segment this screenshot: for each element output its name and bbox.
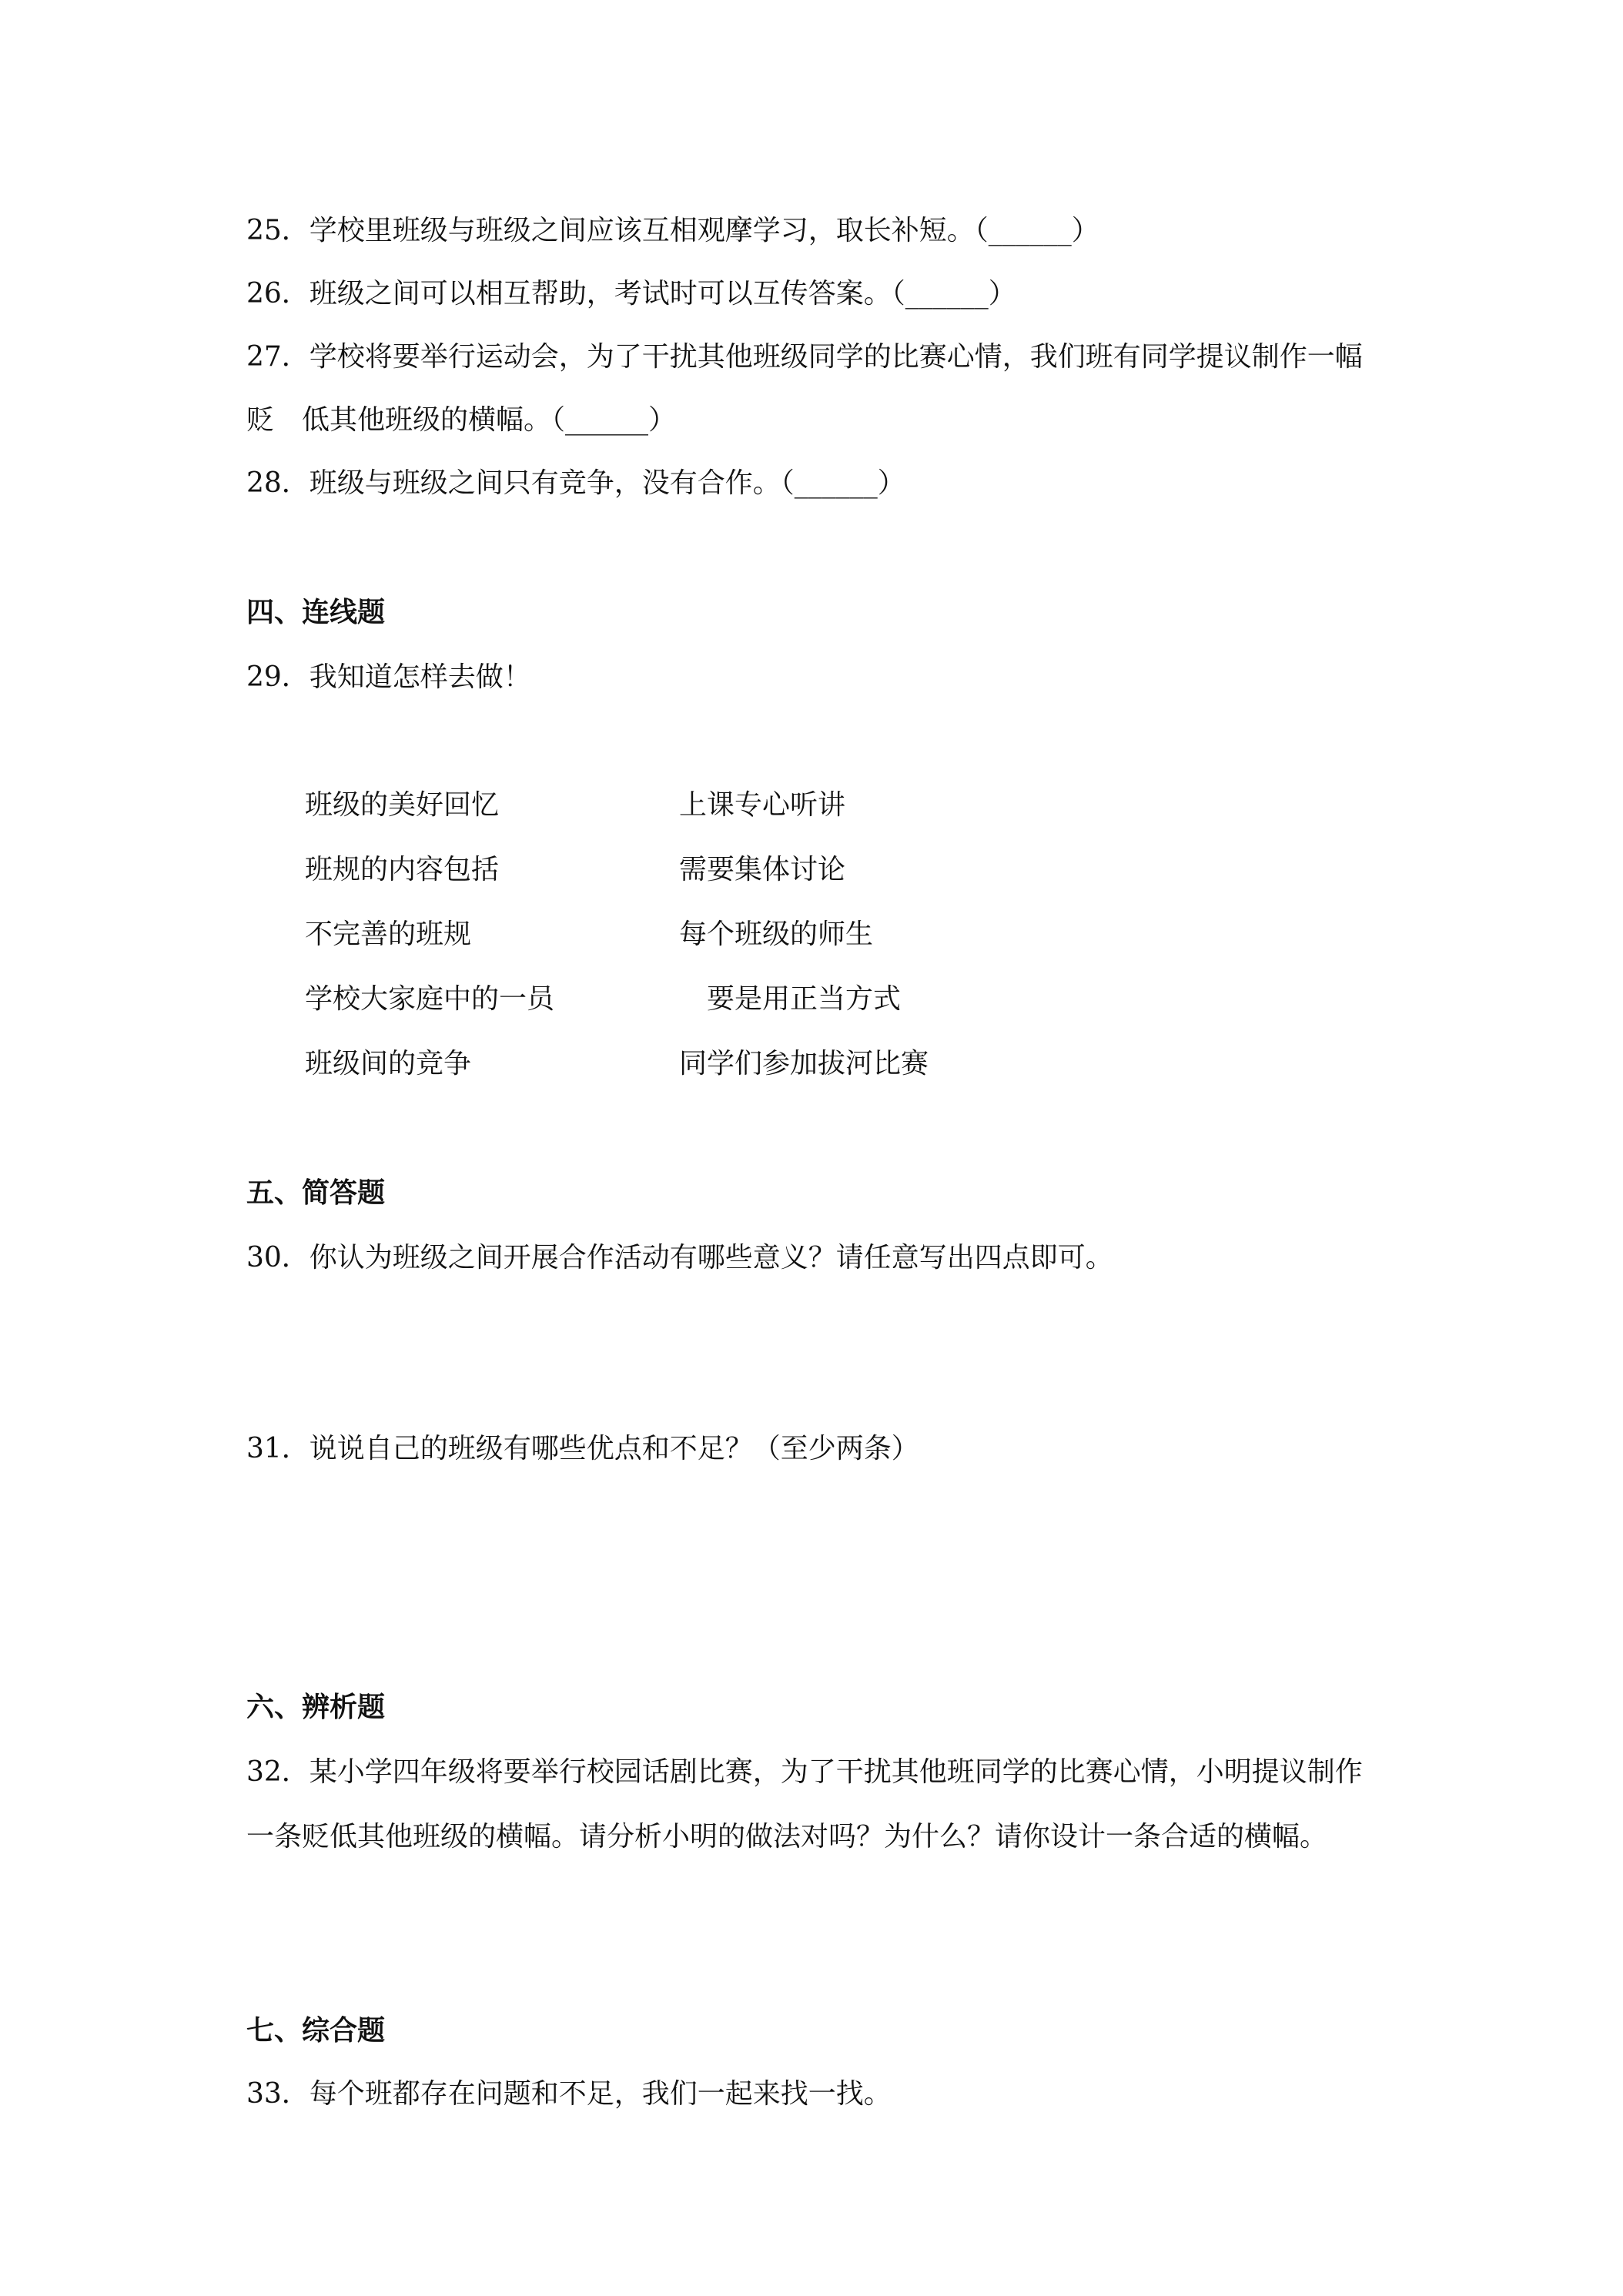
question-33: 33．每个班都存在问题和不足，我们一起来找一找。 [246, 2078, 892, 2110]
matching-left-4: 学校大家庭中的一员 [305, 983, 555, 1015]
question-32-line2: 一条贬低其他班级的横幅。请分析小明的做法对吗？为什么？请你设计一条合适的横幅。 [246, 1821, 1328, 1853]
section-6-heading: 六、辨析题 [246, 1692, 386, 1723]
question-27-line2: 贬 低其他班级的横幅。（______） [246, 404, 677, 436]
section-7-heading: 七、综合题 [246, 2015, 386, 2047]
matching-left-5: 班级间的竞争 [305, 1048, 472, 1079]
question-30: 30．你认为班级之间开展合作活动有哪些意义？请任意写出四点即可。 [246, 1242, 1113, 1274]
question-27-line1: 27．学校将要举行运动会，为了干扰其他班级同学的比赛心情，我们班有同学提议制作一幅 [246, 341, 1363, 373]
matching-left-2: 班规的内容包括 [305, 854, 500, 885]
matching-right-2: 需要集体讨论 [679, 854, 846, 885]
matching-left-3: 不完善的班规 [305, 919, 472, 950]
question-28: 28．班级与班级之间只有竞争，没有合作。（______） [246, 467, 905, 499]
question-25: 25．学校里班级与班级之间应该互相观摩学习，取长补短。（______） [246, 215, 1099, 246]
matching-right-4: 要是用正当方式 [707, 983, 902, 1015]
section-5-heading: 五、简答题 [246, 1177, 386, 1209]
matching-right-1: 上课专心听讲 [679, 789, 846, 821]
matching-left-1: 班级的美好回忆 [305, 789, 500, 821]
matching-right-3: 每个班级的师生 [679, 919, 874, 950]
question-32-line1: 32．某小学四年级将要举行校园话剧比赛，为了干扰其他班同学的比赛心情，小明提议制作 [246, 1756, 1363, 1788]
question-26: 26．班级之间可以相互帮助，考试时可以互传答案。（______） [246, 278, 1016, 310]
question-31: 31．说说自己的班级有哪些优点和不足？（至少两条） [246, 1433, 919, 1464]
question-29: 29．我知道怎样去做！ [246, 661, 531, 693]
section-4-heading: 四、连线题 [246, 597, 386, 628]
matching-right-5: 同学们参加拔河比赛 [679, 1048, 929, 1079]
